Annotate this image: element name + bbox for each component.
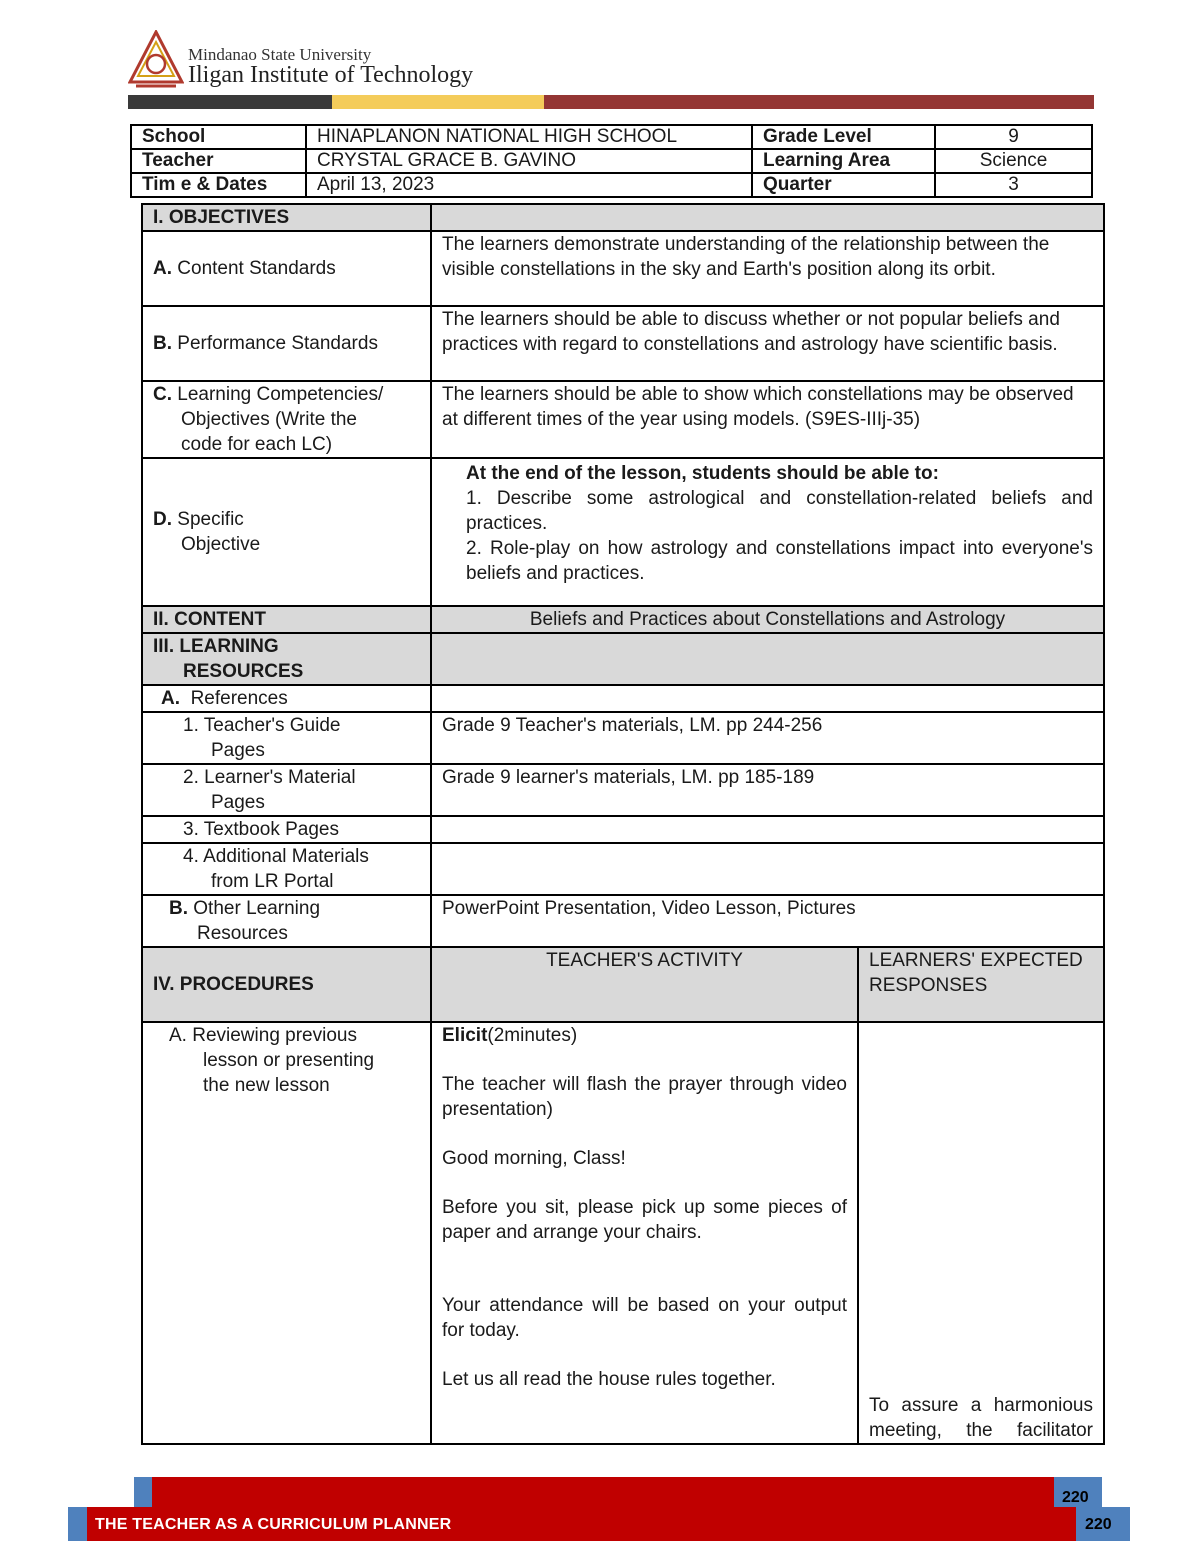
learners-material-line2: Pages	[211, 792, 265, 813]
activity-paragraph-5: Let us all read the house rules together.	[442, 1369, 776, 1390]
university-logo	[128, 30, 184, 90]
learning-competencies-line1: Learning Competencies/	[177, 384, 384, 405]
elicit-bold: Elicit	[442, 1025, 488, 1046]
learner-response-text: To assure a harmonious meeting, the facilitator	[869, 1395, 1093, 1441]
performance-standards-label	[142, 306, 431, 381]
activity-paragraph-1: The teacher will flash the prayer through video presentation)	[442, 1074, 847, 1120]
learning-competencies-letter: C.	[153, 384, 172, 405]
learner-response-cell	[858, 1022, 1104, 1444]
info-table	[130, 124, 1093, 198]
learning-competencies-label	[142, 381, 431, 458]
objectives-heading-blank	[431, 204, 1104, 231]
specific-objective-item-1: 1. Describe some astrological and constellation-related beliefs and practices.	[466, 488, 1093, 534]
additional-materials-value	[431, 843, 1104, 895]
activity-paragraph-3: Before you sit, please pick up some pieces of paper and arrange your chairs.	[442, 1197, 847, 1243]
teacher-activity-cell	[431, 1022, 858, 1444]
footer-band-top	[152, 1477, 1054, 1507]
lesson-plan-table	[141, 203, 1105, 1445]
other-resources-label	[142, 895, 431, 947]
learners-material-label	[142, 764, 431, 816]
specific-objective-label	[142, 458, 431, 606]
teachers-guide-line1: 1. Teacher's Guide	[183, 715, 341, 736]
elicit-duration: (2minutes)	[487, 1025, 578, 1046]
other-resources-line1: Other Learning	[193, 898, 321, 919]
additional-materials-line2: from LR Portal	[211, 871, 334, 892]
other-resources-value: PowerPoint Presentation, Video Lesson, Pictures	[431, 895, 1104, 947]
time-dates-label: Tim e & Dates	[131, 173, 306, 197]
learning-resources-heading	[142, 633, 431, 685]
content-heading: II. CONTENT	[142, 606, 431, 633]
learning-competencies-value: The learners should be able to show which constellations may be observed at different times of the year using models. (S9ES-IIIj-35)	[431, 381, 1104, 458]
learning-resources-heading-line2: RESOURCES	[183, 661, 304, 682]
footer-title: THE TEACHER AS A CURRICULUM PLANNER	[95, 1516, 452, 1533]
grade-level-value: 9	[935, 125, 1092, 149]
performance-standards-text: Performance Standards	[177, 333, 378, 354]
activity-paragraph-4: Your attendance will be based on your output for today.	[442, 1295, 847, 1341]
textbook-pages-label: 3. Textbook Pages	[142, 816, 431, 843]
textbook-pages-value	[431, 816, 1104, 843]
specific-objective-letter: D.	[153, 509, 172, 530]
header-stripe-red	[544, 95, 1094, 109]
specific-objective-line2: Objective	[181, 534, 261, 555]
footer-accent-left-bottom	[68, 1507, 87, 1541]
specific-objective-item-2: 2. Role-play on how astrology and constellations impact into everyone's beliefs and practices.	[466, 538, 1093, 584]
learning-area-label: Learning Area	[752, 149, 935, 173]
performance-standards-letter: B.	[153, 333, 172, 354]
learning-area-value: Science	[935, 149, 1092, 173]
learners-responses-header: LEARNERS' EXPECTED RESPONSES	[858, 947, 1104, 1022]
institute-name: Iligan Institute of Technology	[188, 62, 474, 88]
content-standards-letter: A.	[153, 258, 172, 279]
other-resources-line2: Resources	[197, 923, 288, 944]
learners-material-line1: 2. Learner's Material	[183, 767, 356, 788]
grade-level-label: Grade Level	[752, 125, 935, 149]
learning-competencies-line3: code for each LC)	[181, 434, 333, 455]
header-stripe-yellow	[332, 95, 544, 109]
school-label: School	[131, 125, 306, 149]
page-number-top: 220	[1062, 1489, 1089, 1506]
quarter-value: 3	[935, 173, 1092, 197]
other-resources-letter: B.	[169, 898, 188, 919]
university-name: Mindanao State University	[188, 45, 372, 64]
objectives-heading: I. OBJECTIVES	[142, 204, 431, 231]
procedures-heading: IV. PROCEDURES	[142, 947, 431, 1022]
references-blank	[431, 685, 1104, 712]
page-number-bottom: 220	[1085, 1516, 1112, 1533]
teachers-guide-label	[142, 712, 431, 764]
references-text: References	[190, 688, 288, 709]
additional-materials-line1: 4. Additional Materials	[183, 846, 369, 867]
time-dates-value: April 13, 2023	[306, 173, 752, 197]
specific-objective-intro: At the end of the lesson, students should be able to:	[466, 463, 939, 484]
learners-material-value: Grade 9 learner's materials, LM. pp 185-189	[431, 764, 1104, 816]
references-letter: A.	[161, 688, 180, 709]
elicit-heading	[442, 1023, 847, 1048]
content-value: Beliefs and Practices about Constellations and Astrology	[431, 606, 1104, 633]
content-standards-value: The learners demonstrate understanding of the relationship between the visible constellations in the sky and Earth's position along its orbit.	[431, 231, 1104, 306]
teachers-guide-line2: Pages	[211, 740, 265, 761]
quarter-label: Quarter	[752, 173, 935, 197]
teacher-value: CRYSTAL GRACE B. GAVINO	[306, 149, 752, 173]
teachers-guide-value: Grade 9 Teacher's materials, LM. pp 244-256	[431, 712, 1104, 764]
reviewing-lesson-line2: lesson or presenting	[203, 1050, 375, 1071]
reviewing-lesson-label	[142, 1022, 431, 1444]
teachers-activity-header: TEACHER'S ACTIVITY	[431, 947, 858, 1022]
reviewing-lesson-line1: A. Reviewing previous	[169, 1025, 357, 1046]
learning-competencies-line2: Objectives (Write the	[181, 409, 357, 430]
header-stripe-dark	[128, 95, 332, 109]
activity-paragraph-2: Good morning, Class!	[442, 1148, 626, 1169]
learning-resources-heading-line1: III. LEARNING	[153, 636, 279, 657]
specific-objective-value	[431, 458, 1104, 606]
school-value: HINAPLANON NATIONAL HIGH SCHOOL	[306, 125, 752, 149]
footer-accent-left-top	[134, 1477, 152, 1507]
learning-resources-blank	[431, 633, 1104, 685]
performance-standards-value: The learners should be able to discuss whether or not popular beliefs and practices with regard to constellations and astrology have scientific basis.	[431, 306, 1104, 381]
additional-materials-label	[142, 843, 431, 895]
content-standards-label	[142, 231, 431, 306]
reviewing-lesson-line3: the new lesson	[203, 1075, 330, 1096]
references-label	[142, 685, 431, 712]
teacher-label: Teacher	[131, 149, 306, 173]
content-standards-text: Content Standards	[177, 258, 336, 279]
specific-objective-line1: Specific	[177, 509, 244, 530]
